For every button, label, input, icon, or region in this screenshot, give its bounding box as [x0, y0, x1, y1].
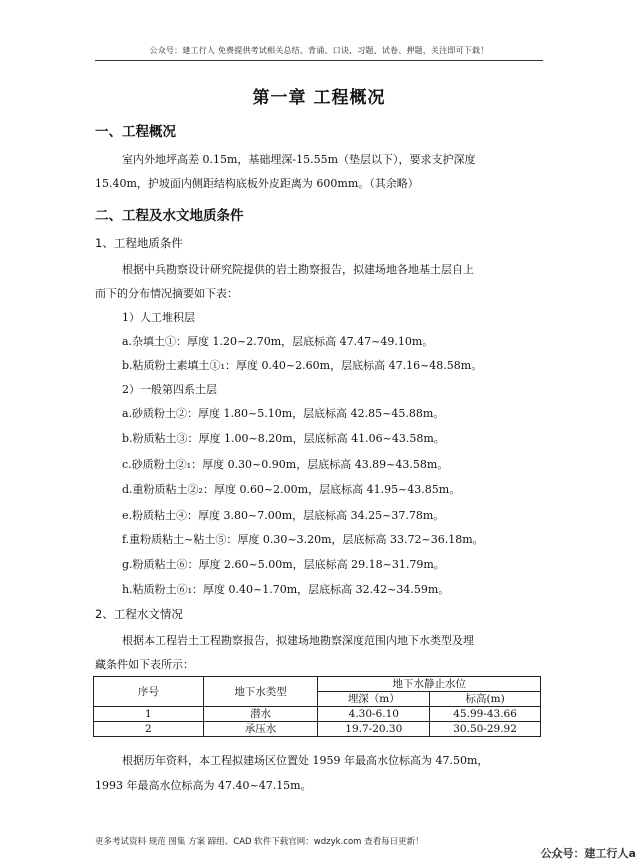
- groundwater-table: [93, 676, 541, 737]
- table-cell-depth: 19.7-20.30: [318, 722, 430, 737]
- section1-para-line2: 15.40m，护坡面内侧距结构底板外皮距离为 600mm。（其余略）: [95, 177, 419, 190]
- list-item: a.杂填土①：厚度 1.20~2.70m，层底标高 47.47~49.10m。: [122, 335, 434, 348]
- table-row: [94, 707, 541, 722]
- section1-heading: 一、工程概况: [95, 124, 176, 140]
- sub2-para-line1: 根据本工程岩土工程勘察报告，拟建场地勘察深度范围内地下水类型及埋: [122, 634, 474, 647]
- sub2-para-line2: 藏条件如下表所示：: [95, 658, 194, 671]
- sub2-after-line1: 根据历年资料，本工程拟建场区位置处 1959 年最高水位标高为 47.50m，: [122, 754, 489, 767]
- list-item: c.砂质粉土②₁：厚度 0.30~0.90m，层底标高 43.89~43.58m。: [122, 458, 449, 471]
- table-cell-type: 承压水: [203, 722, 318, 737]
- section1-para-line1: 室内外地坪高差 0.15m，基础埋深-15.55m（垫层以下），要求支护深度: [122, 153, 476, 166]
- table-cell-elev: 45.99-43.66: [430, 707, 541, 722]
- group1-heading: 1）人工堆积层: [122, 311, 195, 324]
- table-header-type: 地下水类型: [203, 677, 318, 707]
- list-item: f.重粉质粘土~粘土⑤：厚度 0.30~3.20m，层底标高 33.72~36.18m。: [122, 533, 484, 546]
- sub1-para-line2: 而下的分布情况摘要如下表：: [95, 287, 238, 300]
- table-cell-depth: 4.30-6.10: [318, 707, 430, 722]
- header-divider: [95, 60, 543, 61]
- chapter-title: 第一章 工程概况: [252, 88, 386, 108]
- list-item: b.粘质粉土素填土①₁：厚度 0.40~2.60m，层底标高 47.16~48.58m。: [122, 359, 483, 372]
- table-cell-type: 潜水: [203, 707, 318, 722]
- list-item: a.砂质粉土②：厚度 1.80~5.10m，层底标高 42.85~45.88m。: [122, 407, 445, 420]
- table-row: [94, 722, 541, 737]
- list-item: h.粘质粉土⑥₁：厚度 0.40~1.70m，层底标高 32.42~34.59m。: [122, 583, 450, 596]
- table-header-level: 地下水静止水位: [318, 677, 541, 692]
- table-header-depth: 埋深（m）: [318, 692, 430, 707]
- section2-heading: 二、工程及水文地质条件: [95, 208, 244, 224]
- table-cell-no: 1: [94, 707, 204, 722]
- list-item: d.重粉质粘土②₂：厚度 0.60~2.00m，层底标高 41.95~43.85m。: [122, 483, 461, 496]
- sub2-heading: 2、工程水文情况: [95, 607, 183, 621]
- list-item: b.粉质粘土③：厚度 1.00~8.20m，层底标高 41.06~43.58m。: [122, 432, 445, 445]
- table-header-elev: 标高(m): [430, 692, 541, 707]
- sub1-heading: 1、工程地质条件: [95, 236, 183, 250]
- sub1-para-line1: 根据中兵勘察设计研究院提供的岩土勘察报告，拟建场地各地基土层自上: [122, 263, 474, 276]
- watermark: 公众号：建工行人a: [540, 847, 636, 860]
- page-header: 公众号：建工行人 免费提供考试相关总结、背诵、口诀、习题、试卷、押题，关注即可下载！: [149, 46, 489, 55]
- group2-heading: 2）一般第四系土层: [122, 383, 217, 396]
- table-cell-no: 2: [94, 722, 204, 737]
- sub2-after-line2: 1993 年最高水位标高为 47.40~47.15m。: [95, 779, 312, 792]
- table-header-no: 序号: [94, 677, 204, 707]
- page-footer: 更多考试资料 规范 图集 方案 蹄组、CAD 软件下载官网：wdzyk.com 查看每日更新！: [95, 837, 424, 847]
- list-item: g.粉质粘土⑥：厚度 2.60~5.00m，层底标高 29.18~31.79m。: [122, 558, 445, 571]
- table-cell-elev: 30.50-29.92: [430, 722, 541, 737]
- list-item: e.粉质粘土④：厚度 3.80~7.00m，层底标高 34.25~37.78m。: [122, 509, 445, 522]
